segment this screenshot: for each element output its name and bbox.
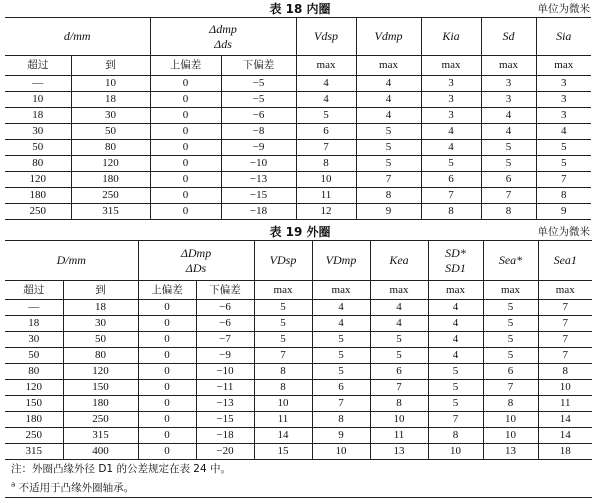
table18-header-sia: Sia (536, 18, 591, 56)
table18-header-upper: 上偏差 (150, 56, 221, 76)
table18-row (5, 76, 591, 92)
table19-unit: 单位为微米 (537, 226, 590, 238)
table19-header-sea1: Sea1 (538, 241, 592, 281)
table18-header-delta-top: Δdmp (209, 21, 237, 36)
table19-cell: 4 (312, 300, 370, 316)
table19-cell: 4 (428, 316, 483, 332)
table19-cell: 5 (370, 332, 428, 348)
table19-cell: 14 (538, 428, 592, 444)
table19-header-lower: 下偏差 (196, 281, 254, 300)
table18-header-vdmp: Vdmp (356, 18, 421, 56)
table18-cell: −6 (221, 108, 296, 124)
table18-cell: 5 (421, 156, 481, 172)
table18-cell: −9 (221, 140, 296, 156)
table18-cell: 4 (296, 92, 356, 108)
table19-header-max: max (254, 281, 312, 300)
table19-cell: −15 (196, 412, 254, 428)
table18-cell: 5 (536, 156, 591, 172)
table19-cell: 30 (5, 332, 63, 348)
table19-cell: 4 (428, 332, 483, 348)
table18-cell: 10 (296, 172, 356, 188)
table19-cell: 5 (428, 380, 483, 396)
table19-cell: −6 (196, 300, 254, 316)
table19-cell: 8 (254, 364, 312, 380)
table19-cell: 10 (370, 412, 428, 428)
table18-cell: 8 (356, 188, 421, 204)
table19-cell: 30 (63, 316, 138, 332)
table18-cell: 3 (536, 108, 591, 124)
table19-cell: 7 (312, 396, 370, 412)
table18-cell: 4 (481, 108, 536, 124)
table19-cell: 11 (254, 412, 312, 428)
table19-cell: 18 (5, 316, 63, 332)
table18-body (5, 76, 591, 220)
table18-cell: 4 (421, 140, 481, 156)
table18-cell: 9 (356, 204, 421, 220)
table19-cell: 0 (138, 444, 196, 460)
table19-cell: 0 (138, 380, 196, 396)
table18-cell: — (5, 76, 71, 92)
table19-cell: 0 (138, 348, 196, 364)
table19-header-kea: Kea (370, 241, 428, 281)
table19-cell: 15 (254, 444, 312, 460)
table18-cell: 7 (421, 188, 481, 204)
table19-footnote-text: 不适用于凸缘外圈轴承。 (18, 481, 135, 494)
table18-header-max: max (536, 56, 591, 76)
table18-cell: 250 (5, 204, 71, 220)
table19-cell: −9 (196, 348, 254, 364)
table19-cell: 11 (538, 396, 592, 412)
table19-header-sd-top: SD* (445, 245, 466, 260)
table19-header-sea: Sea* (483, 241, 538, 281)
table19-cell: 18 (63, 300, 138, 316)
table19-header-delta-top: ΔDmp (180, 245, 212, 260)
table18-cell: 12 (296, 204, 356, 220)
table18-cell: 6 (296, 124, 356, 140)
table18-header-max: max (356, 56, 421, 76)
table19-header-sd (428, 241, 483, 281)
table19-cell: 0 (138, 300, 196, 316)
table18-header-over: 超过 (5, 56, 71, 76)
table19-cell: 4 (370, 300, 428, 316)
table18-header-to: 到 (71, 56, 150, 76)
table18-cell: 8 (481, 204, 536, 220)
table18-cell: 4 (536, 124, 591, 140)
table18-cell: 4 (421, 124, 481, 140)
table18-row (5, 172, 591, 188)
table19-row (5, 300, 592, 316)
table18-cell: 3 (536, 92, 591, 108)
table19-cell: 250 (63, 412, 138, 428)
table19-cell: 4 (428, 300, 483, 316)
table19-cell: 8 (428, 428, 483, 444)
table19-cell: −7 (196, 332, 254, 348)
table18-cell: 5 (536, 140, 591, 156)
table19-cell: 400 (63, 444, 138, 460)
table19-cell: 14 (254, 428, 312, 444)
table19-header-vdmp: VDmp (312, 241, 370, 281)
table18-row (5, 140, 591, 156)
table18-header-sd: Sd (481, 18, 536, 56)
table19-cell: 10 (254, 396, 312, 412)
table18-cell: 80 (5, 156, 71, 172)
table19-header-max: max (428, 281, 483, 300)
table18 (5, 17, 591, 220)
table19-cell: 10 (538, 380, 592, 396)
table18-caption (0, 2, 600, 16)
table19-header-vdsp: VDsp (254, 241, 312, 281)
table18-cell: 7 (536, 172, 591, 188)
table19-cell: 180 (5, 412, 63, 428)
table19-cell: — (5, 300, 63, 316)
table18-row (5, 124, 591, 140)
table18-cell: 0 (150, 204, 221, 220)
table18-cell: 0 (150, 188, 221, 204)
table18-cell: 0 (150, 76, 221, 92)
table19-cell: 7 (538, 300, 592, 316)
table19-row (5, 396, 592, 412)
table19-cell: 120 (5, 380, 63, 396)
table19-cell: 0 (138, 316, 196, 332)
table18-cell: 3 (421, 108, 481, 124)
table18-cell: −5 (221, 92, 296, 108)
table19-cell: 6 (312, 380, 370, 396)
table19-cell: 120 (63, 364, 138, 380)
table19-cell: 0 (138, 412, 196, 428)
table18-cell: 50 (5, 140, 71, 156)
table18-cell: 9 (536, 204, 591, 220)
table18-cell: 0 (150, 140, 221, 156)
table18-cell: 4 (296, 76, 356, 92)
table19-cell: 8 (370, 396, 428, 412)
table19-header-max: max (483, 281, 538, 300)
table18-cell: 5 (356, 124, 421, 140)
table18-cell: 4 (356, 76, 421, 92)
table19-cell: 5 (312, 348, 370, 364)
table19-body (5, 300, 592, 460)
table19-cell: 150 (63, 380, 138, 396)
table18-cell: 3 (421, 92, 481, 108)
table18-cell: 180 (5, 188, 71, 204)
table19-cell: 80 (63, 348, 138, 364)
table19-cell: 0 (138, 396, 196, 412)
table18-cell: −13 (221, 172, 296, 188)
table19-header-d: D/mm (5, 241, 138, 281)
table19-cell: 8 (254, 380, 312, 396)
table18-title: 表 18 内圈 (269, 2, 331, 16)
table19-row (5, 428, 592, 444)
table19-cell: 50 (63, 332, 138, 348)
table19-cell: 10 (483, 428, 538, 444)
table19-cell: 14 (538, 412, 592, 428)
table19-cell: 13 (483, 444, 538, 460)
table18-row (5, 156, 591, 172)
table19-cell: 13 (370, 444, 428, 460)
table19-cell: −6 (196, 316, 254, 332)
table19-cell: 10 (483, 412, 538, 428)
table19-header-delta (138, 241, 254, 281)
table19-cell: 7 (254, 348, 312, 364)
table18-cell: 80 (71, 140, 150, 156)
table19-cell: 250 (5, 428, 63, 444)
table19-header-max: max (370, 281, 428, 300)
table19-cell: 4 (428, 348, 483, 364)
table19-cell: 7 (370, 380, 428, 396)
table19-title: 表 19 外圈 (269, 225, 331, 239)
table18-cell: −10 (221, 156, 296, 172)
table18-cell: 315 (71, 204, 150, 220)
table19-cell: 9 (312, 428, 370, 444)
table18-cell: 120 (5, 172, 71, 188)
table19-cell: 10 (312, 444, 370, 460)
table18-cell: 120 (71, 156, 150, 172)
table18-cell: 18 (71, 92, 150, 108)
table19-cell: −20 (196, 444, 254, 460)
table18-header-max: max (296, 56, 356, 76)
table19-cell: 7 (428, 412, 483, 428)
table19-cell: 7 (483, 380, 538, 396)
table18-cell: 8 (421, 204, 481, 220)
table19-cell: 5 (483, 300, 538, 316)
table19-cell: 5 (370, 348, 428, 364)
table19-cell: −11 (196, 380, 254, 396)
table18-cell: 8 (536, 188, 591, 204)
table18-cell: 3 (481, 76, 536, 92)
table19-cell: 150 (5, 396, 63, 412)
table18-cell: 0 (150, 108, 221, 124)
table19 (5, 240, 592, 498)
table18-unit: 单位为微米 (537, 3, 590, 15)
table19-cell: −13 (196, 396, 254, 412)
table19-header-to: 到 (63, 281, 138, 300)
table19-cell: 0 (138, 364, 196, 380)
table19-cell: 5 (312, 332, 370, 348)
table19-header-over: 超过 (5, 281, 63, 300)
table18-cell: 5 (296, 108, 356, 124)
table19-cell: 7 (538, 348, 592, 364)
table18-cell: −5 (221, 76, 296, 92)
table18-cell: 5 (481, 140, 536, 156)
table19-cell: 315 (63, 428, 138, 444)
table18-cell: 250 (71, 188, 150, 204)
table19-cell: 0 (138, 332, 196, 348)
table19-cell: 5 (428, 396, 483, 412)
table19-footnote (5, 480, 592, 498)
table19-cell: 7 (538, 332, 592, 348)
table18-cell: 5 (481, 156, 536, 172)
table19-cell: 8 (538, 364, 592, 380)
table19-header-max: max (312, 281, 370, 300)
table18-header-delta (150, 18, 296, 56)
table18-cell: 5 (356, 156, 421, 172)
table18-cell: 10 (71, 76, 150, 92)
table18-header-kia: Kia (421, 18, 481, 56)
table19-header-delta-bottom: ΔDs (185, 260, 207, 275)
table19-cell: 5 (312, 364, 370, 380)
table19-cell: 4 (312, 316, 370, 332)
table19-cell: 80 (5, 364, 63, 380)
table19-cell: 315 (5, 444, 63, 460)
table18-header-vdsp: Vdsp (296, 18, 356, 56)
table18-cell: 11 (296, 188, 356, 204)
table18-cell: 0 (150, 172, 221, 188)
table18-cell: 6 (421, 172, 481, 188)
table18-cell: 8 (296, 156, 356, 172)
table19-note: 注：外圈凸缘外径 D1 的公差规定在表 24 中。 (5, 460, 592, 480)
table19-cell: 0 (138, 428, 196, 444)
table19-cell: 5 (483, 316, 538, 332)
table19-row (5, 364, 592, 380)
table18-cell: 4 (356, 92, 421, 108)
table19-cell: −18 (196, 428, 254, 444)
table19-cell: −10 (196, 364, 254, 380)
table18-cell: 0 (150, 124, 221, 140)
table19-cell: 50 (5, 348, 63, 364)
table18-cell: 3 (421, 76, 481, 92)
table18-cell: −18 (221, 204, 296, 220)
table19-row (5, 380, 592, 396)
table18-cell: 4 (356, 108, 421, 124)
table18-row (5, 92, 591, 108)
table19-row (5, 332, 592, 348)
table18-cell: 30 (71, 108, 150, 124)
table19-cell: 11 (370, 428, 428, 444)
table18-cell: 3 (481, 92, 536, 108)
table18-cell: 10 (5, 92, 71, 108)
table19-row (5, 316, 592, 332)
table19-row (5, 444, 592, 460)
table19-cell: 5 (428, 364, 483, 380)
table19-header-upper: 上偏差 (138, 281, 196, 300)
table18-cell: 4 (481, 124, 536, 140)
table18-row (5, 204, 591, 220)
table19-cell: 7 (538, 316, 592, 332)
table18-header-delta-bottom: Δds (214, 36, 232, 51)
table19-row (5, 412, 592, 428)
table18-header-max: max (421, 56, 481, 76)
table18-cell: 6 (481, 172, 536, 188)
table19-cell: 8 (483, 396, 538, 412)
table18-cell: 7 (481, 188, 536, 204)
table18-cell: 18 (5, 108, 71, 124)
table19-cell: 5 (254, 332, 312, 348)
table19-cell: 180 (63, 396, 138, 412)
table19-cell: 5 (254, 316, 312, 332)
table19-cell: 5 (483, 348, 538, 364)
table19-caption (0, 225, 600, 239)
table18-cell: 7 (296, 140, 356, 156)
table19-cell: 8 (312, 412, 370, 428)
table18-cell: 3 (536, 76, 591, 92)
table19-cell: 10 (428, 444, 483, 460)
table18-cell: 50 (71, 124, 150, 140)
table19-cell: 6 (370, 364, 428, 380)
table19-cell: 4 (370, 316, 428, 332)
table19-cell: 5 (254, 300, 312, 316)
table18-header-d: d/mm (5, 18, 150, 56)
table18-cell: 5 (356, 140, 421, 156)
table19-cell: 6 (483, 364, 538, 380)
table18-header-max: max (481, 56, 536, 76)
table18-row (5, 108, 591, 124)
table19-row (5, 348, 592, 364)
table19-cell: 18 (538, 444, 592, 460)
table18-cell: 0 (150, 156, 221, 172)
table18-row (5, 188, 591, 204)
table18-cell: −15 (221, 188, 296, 204)
table19-header-max: max (538, 281, 592, 300)
table18-cell: 180 (71, 172, 150, 188)
table19-header-sd-bottom: SD1 (445, 260, 466, 275)
table18-cell: 7 (356, 172, 421, 188)
table18-header-lower: 下偏差 (221, 56, 296, 76)
table18-cell: 0 (150, 92, 221, 108)
table19-footnote-mark: a (11, 480, 16, 489)
table18-cell: 30 (5, 124, 71, 140)
table18-cell: −8 (221, 124, 296, 140)
table19-cell: 5 (483, 332, 538, 348)
